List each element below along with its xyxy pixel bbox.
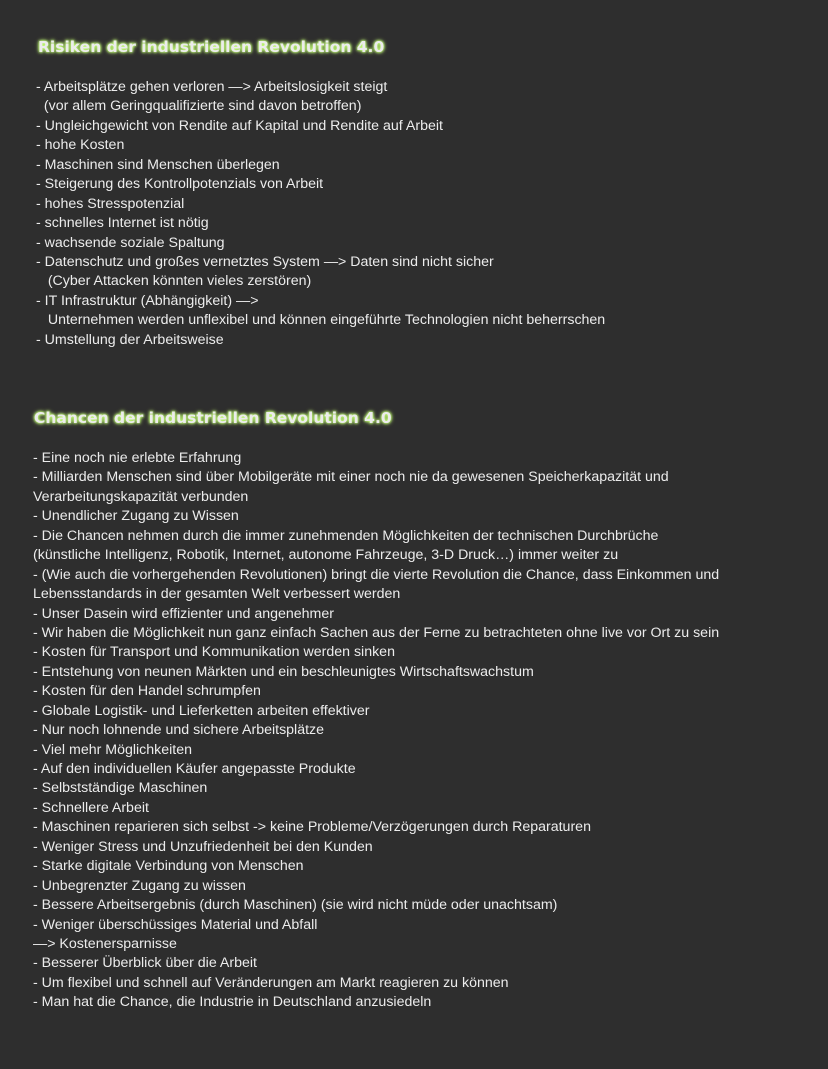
- list-line: - Selbstständige Maschinen: [33, 780, 208, 797]
- list-line: - Unendlicher Zugang zu Wissen: [33, 508, 239, 525]
- list-line: (künstliche Intelligenz, Robotik, Internet, autonome Fahrzeuge, 3-D Druck…) immer weiter zu: [33, 547, 619, 564]
- list-line: - Unbegrenzter Zugang zu wissen: [33, 877, 246, 894]
- list-line: - Unser Dasein wird effizienter und angenehmer: [33, 605, 334, 622]
- list-line: Lebensstandards in der gesamten Welt verbessert werden: [33, 586, 401, 603]
- list-line: - Entstehung von neunen Märkten und ein beschleunigtes Wirtschaftswachstum: [33, 663, 534, 680]
- list-line: - Starke digitale Verbindung von Menschen: [33, 858, 304, 875]
- risks-heading: Risiken der industriellen Revolution 4.0: [38, 38, 385, 56]
- list-line: - wachsende soziale Spaltung: [36, 234, 225, 251]
- list-line: - Viel mehr Möglichkeiten: [33, 741, 193, 758]
- list-line: - Nur noch lohnende und sichere Arbeitsplätze: [33, 722, 325, 739]
- list-line: - Datenschutz und großes vernetztes System —> Daten sind nicht sicher: [36, 253, 494, 270]
- list-line: - Maschinen sind Menschen überlegen: [36, 156, 280, 173]
- list-line: - Um flexibel und schnell auf Veränderungen am Markt reagieren zu können: [33, 974, 509, 991]
- list-line: - hohes Stresspotenzial: [36, 195, 185, 212]
- list-line: - Arbeitsplätze gehen verloren —> Arbeitslosigkeit steigt: [36, 79, 388, 95]
- list-line: (vor allem Geringqualifizierte sind davon betroffen): [36, 98, 362, 115]
- list-line: - Besserer Überblick über die Arbeit: [33, 955, 257, 972]
- list-line: - Weniger überschüssiges Material und Abfall: [33, 916, 318, 933]
- list-line: —> Kostenersparnisse: [33, 935, 177, 952]
- list-line: - Die Chancen nehmen durch die immer zunehmenden Möglichkeiten der technischen Durchbrüche: [33, 527, 659, 544]
- list-line: - Globale Logistik- und Lieferketten arbeiten effektiver: [33, 702, 370, 719]
- list-line: - hohe Kosten: [36, 137, 125, 154]
- chances-section: [0, 408, 828, 1013]
- risks-section: [0, 37, 828, 350]
- list-line: - IT Infrastruktur (Abhängigkeit) —>: [36, 292, 259, 309]
- chances-heading: Chancen der industriellen Revolution 4.0: [34, 409, 392, 427]
- list-line: - Ungleichgewicht von Rendite auf Kapital und Rendite auf Arbeit: [36, 117, 443, 134]
- list-line: - Schnellere Arbeit: [33, 799, 149, 816]
- chances-list: [33, 449, 828, 1013]
- list-line: - Umstellung der Arbeitsweise: [36, 331, 224, 348]
- list-line: - Wir haben die Möglichkeit nun ganz einfach Sachen aus der Ferne zu betrachteten ohne live vor Ort zu sein: [33, 624, 720, 641]
- list-line: - Auf den individuellen Käufer angepasste Produkte: [33, 761, 356, 777]
- list-line: - Eine noch nie erlebte Erfahrung: [33, 450, 242, 466]
- list-line: - Kosten für Transport und Kommunikation werden sinken: [33, 644, 395, 661]
- list-line: (Cyber Attacken könnten vieles zerstören): [36, 273, 312, 290]
- list-line: - (Wie auch die vorhergehenden Revolutionen) bringt die vierte Revolution die Chance, dass Einkommen und: [33, 566, 720, 583]
- list-line: - Maschinen reparieren sich selbst -> keine Probleme/Verzögerungen durch Reparaturen: [33, 819, 591, 836]
- list-line: - Kosten für den Handel schrumpfen: [33, 683, 261, 700]
- list-line: - Bessere Arbeitsergebnis (durch Maschinen) (sie wird nicht müde oder unachtsam): [33, 897, 558, 914]
- list-line: - Man hat die Chance, die Industrie in Deutschland anzusiedeln: [33, 994, 432, 1011]
- list-line: Unternehmen werden unflexibel und können eingeführte Technologien nicht beherrschen: [36, 312, 606, 329]
- list-line: - schnelles Internet ist nötig: [36, 215, 209, 232]
- list-line: - Steigerung des Kontrollpotenzials von Arbeit: [36, 176, 324, 193]
- list-line: - Weniger Stress und Unzufriedenheit bei den Kunden: [33, 838, 373, 855]
- risks-list: [36, 78, 828, 350]
- list-line: - Milliarden Menschen sind über Mobilgeräte mit einer noch nie da gewesenen Speicherkapazität und: [33, 469, 669, 486]
- list-line: Verarbeitungskapazität verbunden: [33, 488, 249, 505]
